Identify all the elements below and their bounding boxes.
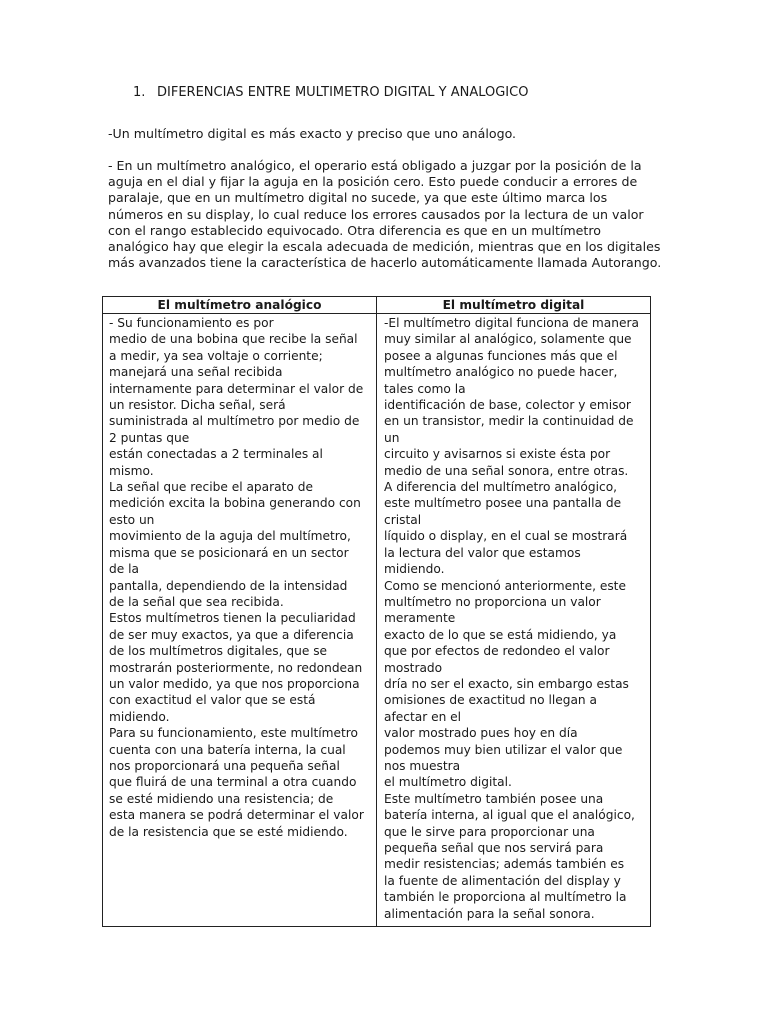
analog-text-line: La señal que recibe el aparato de	[109, 480, 313, 495]
analog-text-line: - Su funcionamiento es por	[109, 316, 274, 330]
analog-text-line: internamente para determinar el valor de	[109, 381, 364, 396]
paragraph-parallax	[108, 158, 662, 271]
digital-text-line: Como se mencionó anteriormente, este	[384, 578, 626, 593]
analog-text-line: que fluirá de una terminal a otra cuando	[109, 775, 357, 790]
analog-text-line: Estos multímetros tienen la peculiaridad	[109, 611, 356, 626]
paragraph-line: aguja en el dial y fijar la aguja en la posición cero. Esto puede conducir a errores de	[108, 174, 638, 190]
digital-text-line: -El multímetro digital funciona de manera	[384, 316, 639, 330]
digital-text-line: afectar en el	[384, 709, 462, 724]
digital-text-line: identificación de base, colector y emisor	[384, 398, 631, 413]
analog-text-line: un resistor. Dicha señal, será	[109, 398, 286, 413]
digital-text-line: en un transistor, medir la continuidad de	[384, 414, 634, 429]
analog-text-line: a medir, ya sea voltaje o corriente;	[109, 348, 323, 363]
digital-text-line: mostrado	[384, 660, 443, 675]
digital-text-line: cristal	[384, 512, 422, 527]
paragraph-line: paralaje, que en un multímetro digital no sucede, ya que este último marca los	[108, 190, 608, 206]
analog-column-text	[103, 314, 376, 840]
digital-text-line: que por efectos de redondeo el valor	[384, 644, 610, 659]
analog-text-line: Para su funcionamiento, este multímetro	[109, 726, 359, 741]
analog-text-line: de los multímetros digitales, que se	[109, 644, 328, 659]
analog-text-line: nos proporcionará una pequeña señal	[109, 758, 340, 773]
paragraph-line: con el rango establecido equivocado. Otra diferencia es que en un multímetro	[108, 222, 601, 238]
digital-text-line: midiendo.	[384, 562, 445, 577]
analog-text-line: suministrada al multímetro por medio de	[109, 414, 360, 429]
analog-text-line: mismo.	[109, 463, 154, 478]
digital-text-line: Este multímetro también posee una	[384, 791, 604, 806]
analog-text-line: se esté midiendo una resistencia; de	[109, 791, 334, 806]
analog-text-line: de la	[109, 562, 139, 577]
analog-text-line: pantalla, dependiendo de la intensidad	[109, 578, 348, 593]
digital-text-line: circuito y avisarnos si existe ésta por	[384, 447, 611, 462]
digital-text-line: exacto de lo que se está midiendo, ya	[384, 627, 617, 642]
digital-text-line: A diferencia del multímetro analógico,	[384, 480, 618, 495]
digital-text-line: batería interna, al igual que el analógico,	[384, 808, 635, 823]
analog-text-line: manejará una señal recibida	[109, 365, 283, 380]
section-number: 1.	[133, 85, 146, 100]
analog-text-line: con exactitud el valor que se está	[109, 693, 316, 708]
analog-column-header: El multímetro analógico	[103, 297, 376, 314]
analog-text-line: esto un	[109, 512, 155, 527]
digital-text-line: posee a algunas funciones más que el	[384, 348, 618, 363]
analog-text-line: un valor medido, ya que nos proporciona	[109, 676, 360, 691]
digital-text-line: que le sirve para proporcionar una	[384, 824, 595, 839]
digital-text-line: muy similar al analógico, solamente que	[384, 332, 632, 347]
analog-text-line: de la señal que sea recibida.	[109, 594, 284, 609]
digital-text-line: valor mostrado pues hoy en día	[384, 726, 578, 741]
digital-text-line: líquido o display, en el cual se mostrará	[384, 529, 628, 544]
analog-column	[103, 297, 377, 926]
digital-text-line: dría no ser el exacto, sin embargo estas	[384, 676, 629, 691]
comparison-table	[102, 296, 651, 927]
analog-text-line: medición excita la bobina generando con	[109, 496, 361, 511]
section-title: DIFERENCIAS ENTRE MULTIMETRO DIGITAL Y ANALOGICO	[157, 85, 529, 100]
digital-text-line: meramente	[384, 611, 456, 626]
digital-text-line: multímetro analógico no puede hacer,	[384, 365, 618, 380]
digital-column-text	[377, 314, 650, 922]
digital-text-line: alimentación para la señal sonora.	[384, 906, 595, 921]
digital-text-line: omisiones de exactitud no llegan a	[384, 693, 598, 708]
section-heading	[133, 84, 528, 102]
digital-text-line: este multímetro posee una pantalla de	[384, 496, 622, 511]
paragraph-line: - En un multímetro analógico, el operario está obligado a juzgar por la posición de la	[108, 158, 642, 173]
paragraph-precision	[108, 126, 656, 142]
digital-text-line: nos muestra	[384, 758, 461, 773]
paragraph-line: analógico hay que elegir la escala adecuada de medición, mientras que en los digitales	[108, 239, 661, 255]
digital-text-line: medio de una señal sonora, entre otras.	[384, 463, 629, 478]
digital-text-line: la fuente de alimentación del display y	[384, 873, 621, 888]
digital-text-line: medir resistencias; además también es	[384, 857, 625, 872]
analog-text-line: mostrarán posteriormente, no redondean	[109, 660, 363, 675]
digital-column	[377, 297, 650, 926]
analog-text-line: cuenta con una batería interna, la cual	[109, 742, 346, 757]
analog-text-line: de la resistencia que se esté midiendo.	[109, 824, 348, 839]
analog-text-line: midiendo.	[109, 709, 170, 724]
analog-text-line: de ser muy exactos, ya que a diferencia	[109, 627, 354, 642]
digital-text-line: la lectura del valor que estamos	[384, 545, 581, 560]
digital-column-header: El multímetro digital	[377, 297, 650, 314]
analog-text-line: esta manera se podrá determinar el valor	[109, 808, 364, 823]
digital-text-line: pequeña señal que nos servirá para	[384, 841, 604, 855]
paragraph-line: números en su display, lo cual reduce los errores causados por la lectura de un valor	[108, 206, 644, 222]
analog-text-line: medio de una bobina que recibe la señal	[109, 332, 358, 347]
paragraph-line: -Un multímetro digital es más exacto y preciso que uno análogo.	[108, 126, 517, 141]
digital-text-line: también le proporciona al multímetro la	[384, 890, 627, 905]
digital-text-line: tales como la	[384, 381, 466, 396]
paragraph-line: más avanzados tiene la característica de hacerlo automáticamente llamada Autorango.	[108, 255, 662, 271]
digital-text-line: podemos muy bien utilizar el valor que	[384, 742, 623, 757]
digital-text-line: un	[384, 430, 400, 445]
analog-text-line: 2 puntas que	[109, 430, 190, 445]
analog-text-line: están conectadas a 2 terminales al	[109, 447, 323, 462]
digital-text-line: multímetro no proporciona un valor	[384, 594, 601, 609]
analog-text-line: misma que se posicionará en un sector	[109, 545, 349, 560]
digital-text-line: el multímetro digital.	[384, 775, 512, 790]
analog-text-line: movimiento de la aguja del multímetro,	[109, 529, 351, 544]
